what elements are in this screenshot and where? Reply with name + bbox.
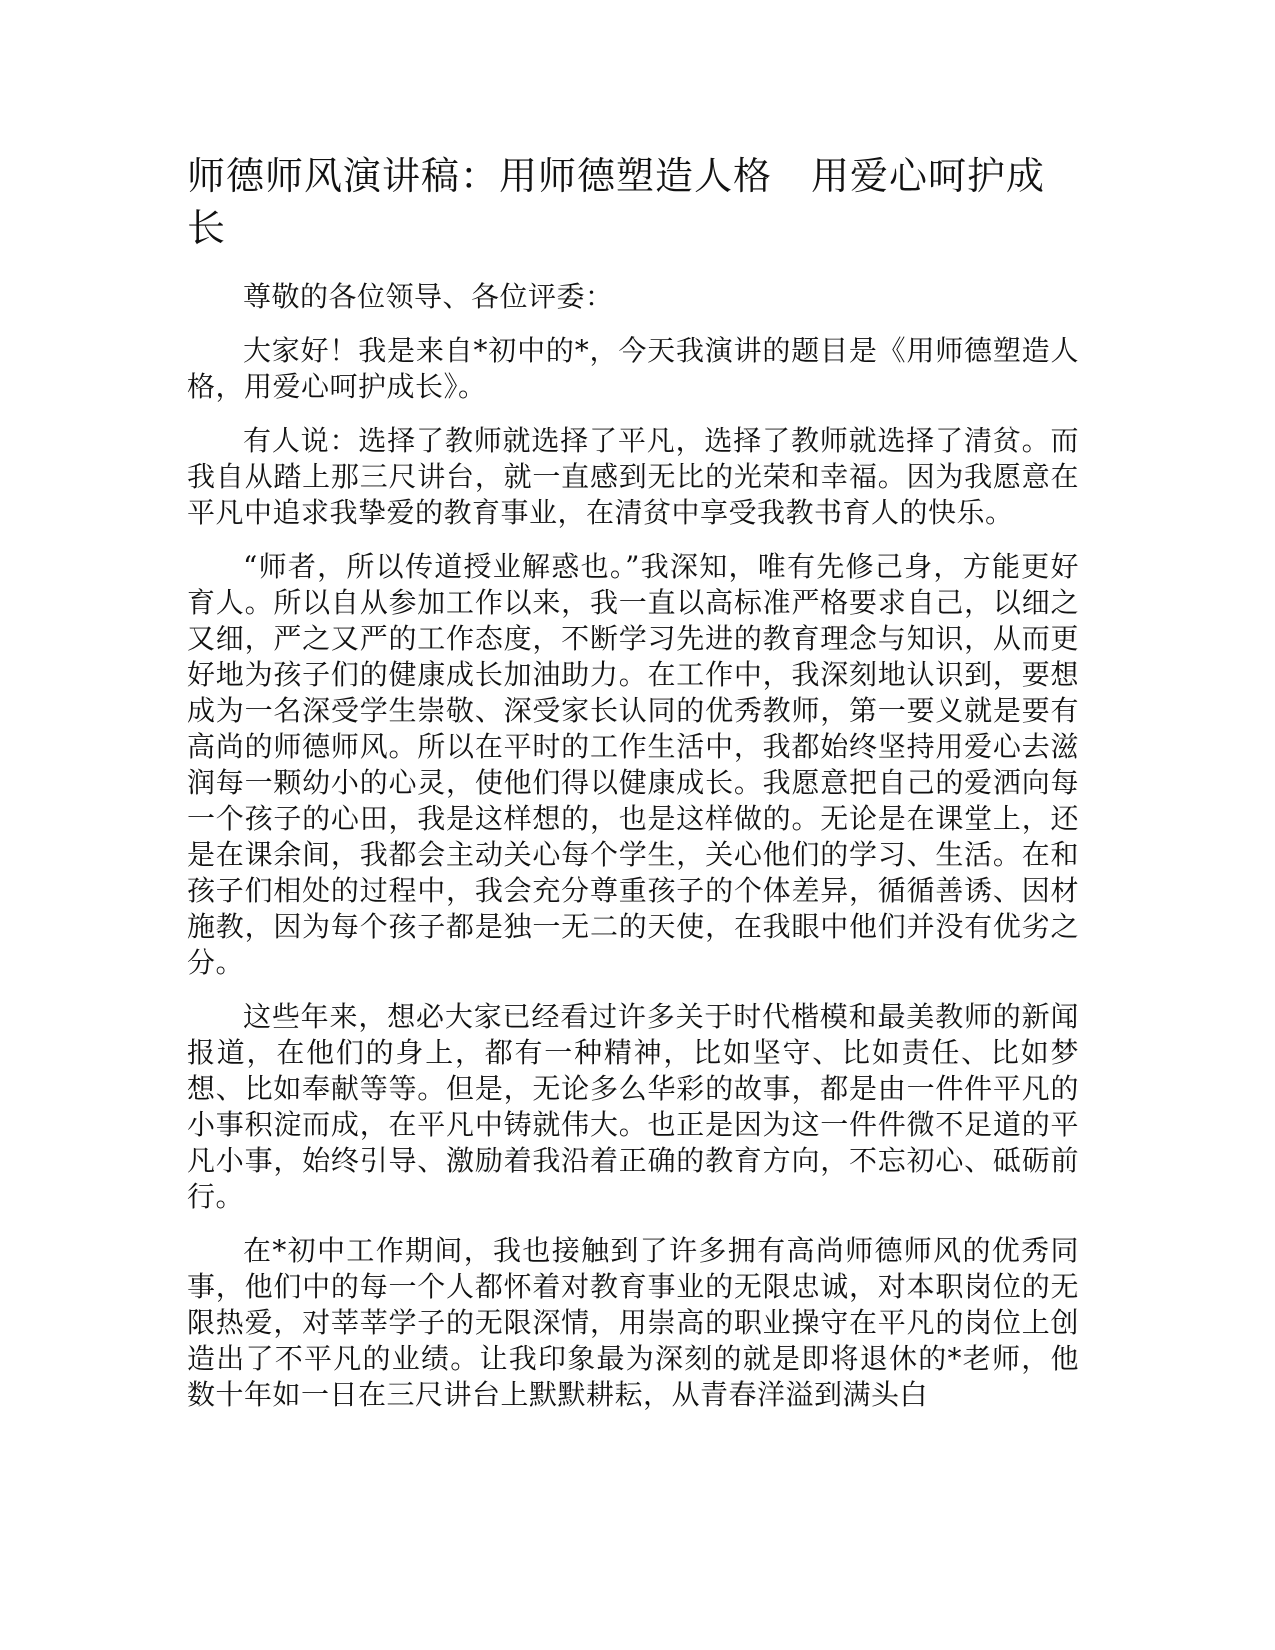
- body-paragraph: 大家好！我是来自*初中的*，今天我演讲的题目是《用师德塑造人格，用爱心呵护成长》。: [187, 334, 1079, 403]
- document-title: 师德师风演讲稿：用师德塑造人格 用爱心呵护成长: [187, 154, 1046, 250]
- body-paragraph: 在*初中工作期间，我也接触到了许多拥有高尚师德师风的优秀同事，他们中的每一个人都怀着对教育事业的无限忠诚，对本职岗位的无限热爱，对莘莘学子的无限深情，用崇高的职业操守在平凡的岗位上创造出了不平凡的业绩。让我印象最为深刻的就是即将退休的*老师，他数十年如一日在三尺讲台上默默耕耘，从青春洋溢到满头白: [187, 1234, 1079, 1411]
- salutation-paragraph: 尊敬的各位领导、各位评委：: [243, 280, 614, 313]
- body-paragraph: 这些年来，想必大家已经看过许多关于时代楷模和最美教师的新闻报道，在他们的身上，都有一种精神，比如坚守、比如责任、比如梦想、比如奉献等等。但是，无论多么华彩的故事，都是由一件件平凡的小事积淀而成，在平凡中铸就伟大。也正是因为这一件件微不足道的平凡小事，始终引导、激励着我沿着正确的教育方向，不忘初心、砥砺前行。: [187, 1000, 1079, 1213]
- document-page: [187, 150, 1079, 1431]
- body-paragraph: “师者，所以传道授业解惑也。”我深知，唯有先修己身，方能更好育人。所以自从参加工作以来，我一直以高标准严格要求自己，以细之又细，严之又严的工作态度，不断学习先进的教育理念与知识，从而更好地为孩子们的健康成长加油助力。在工作中，我深刻地认识到，要想成为一名深受学生崇敬、深受家长认同的优秀教师，第一要义就是要有高尚的师德师风。所以在平时的工作生活中，我都始终坚持用爱心去滋润每一颗幼小的心灵，使他们得以健康成长。我愿意把自己的爱洒向每一个孩子的心田，我是这样想的，也是这样做的。无论是在课堂上，还是在课余间，我都会主动关心每个学生，关心他们的学习、生活。在和孩子们相处的过程中，我会充分尊重孩子的个体差异，循循善诱、因材施教，因为每个孩子都是独一无二的天使，在我眼中他们并没有优劣之分。: [187, 550, 1079, 979]
- body-paragraph: 有人说：选择了教师就选择了平凡，选择了教师就选择了清贫。而我自从踏上那三尺讲台，就一直感到无比的光荣和幸福。因为我愿意在平凡中追求我挚爱的教育事业，在清贫中享受我教书育人的快乐。: [187, 424, 1079, 529]
